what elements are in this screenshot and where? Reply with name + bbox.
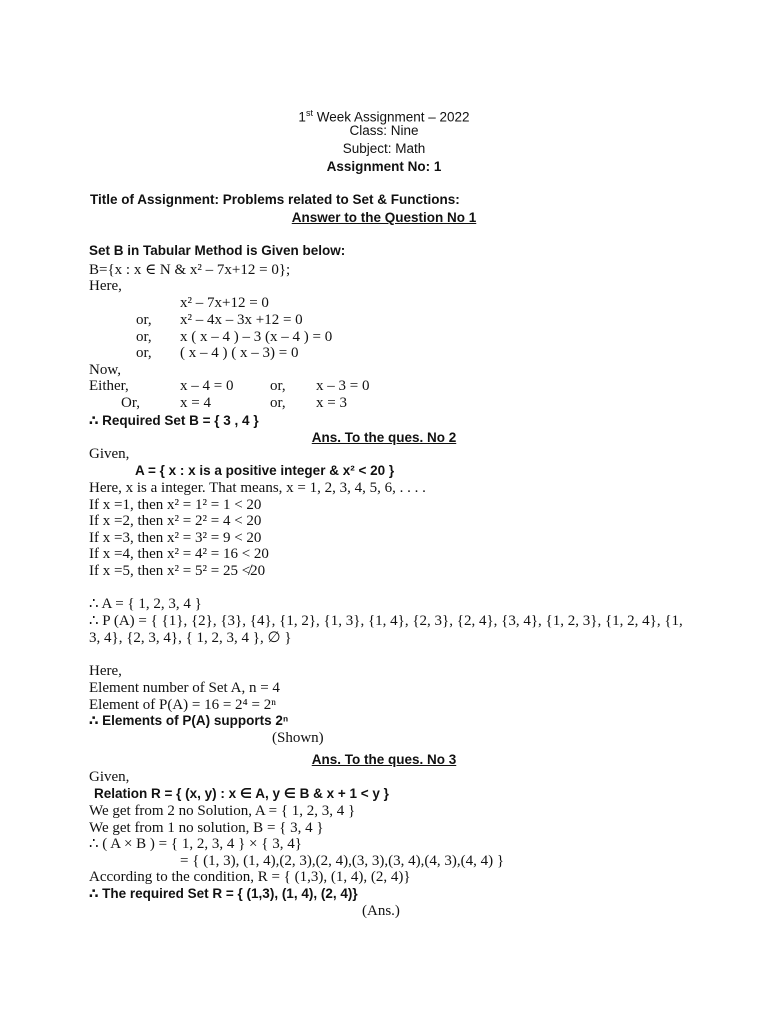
q3-from-1: We get from 1 no solution, B = { 3, 4 }: [89, 820, 324, 836]
q2-check-row: If x =5, then x² = 5² = 25 ≮20: [89, 563, 266, 579]
q1-or: or,: [136, 329, 152, 345]
assignment-title: Title of Assignment: Problems related to Set & Functions:: [90, 192, 460, 207]
q1-result-b: x = 3: [316, 395, 347, 411]
q1-or: or,: [136, 345, 152, 361]
q1-step-row: [89, 312, 709, 329]
q1-or: or,: [270, 395, 286, 411]
q3-ans: (Ans.): [362, 903, 400, 919]
q1-or: Or,: [121, 395, 140, 411]
subject-line: Subject: Math: [342, 141, 426, 156]
q1-step-row: [89, 329, 709, 346]
q2-here: Here,: [89, 663, 122, 679]
q2-set-a: ∴ A = { 1, 2, 3, 4 }: [89, 596, 202, 612]
q2-here-line: Here, x is a integer. That means, x = 1, 2, 3, 4, 5, 6, . . . .: [89, 480, 426, 496]
class-line: Class: Nine: [349, 123, 419, 138]
q1-either: Either,: [89, 378, 129, 394]
q1-either-row: [89, 378, 709, 395]
q1-step-2: x² – 4x – 3x +12 = 0: [180, 312, 303, 328]
q1-heading: Answer to the Question No 1: [291, 210, 477, 225]
q1-or: or,: [136, 312, 152, 328]
q1-or: or,: [270, 378, 286, 394]
q2-shown: (Shown): [272, 730, 324, 746]
q2-power-set: ∴ P (A) = { {1}, {2}, {3}, {4}, {1, 2}, {1, 3}, {1, 4}, {2, 3}, {2, 4}, {3, 4}, {1, 2, 3}, {1, 2, 4}, {1, 3, 4}, {2, 3, 4}, { 1, 2, 3, 4 }, ∅ }: [89, 613, 683, 646]
q1-step-4: ( x – 4 ) ( x – 3) = 0: [180, 345, 299, 361]
q1-here: Here,: [89, 278, 122, 294]
q3-cross-product: ∴ ( A × B ) = { 1, 2, 3, 4 } × { 3, 4}: [89, 836, 302, 852]
q3-condition: According to the condition, R = { (1,3), (1, 4), (2, 4)}: [89, 869, 411, 885]
q2-check-row: If x =3, then x² = 3² = 9 < 20: [89, 530, 262, 546]
q1-step-row: [89, 345, 709, 362]
q1-intro: Set B in Tabular Method is Given below:: [89, 243, 346, 258]
q1-result-a: x = 4: [180, 395, 211, 411]
q3-relation: Relation R = { (x, y) : x ∈ A, y ∈ B & x + 1 < y }: [94, 786, 389, 801]
q2-check-row: If x =2, then x² = 2² = 4 < 20: [89, 513, 262, 529]
q1-equation-b: x – 3 = 0: [316, 378, 370, 394]
q3-given: Given,: [89, 769, 130, 785]
assignment-number: Assignment No: 1: [326, 159, 442, 174]
q2-element-number: Element number of Set A, n = 4: [89, 680, 280, 696]
q2-supports: ∴ Elements of P(A) supports 2ⁿ: [89, 713, 289, 728]
q2-check-row: If x =4, then x² = 4² = 16 < 20: [89, 546, 269, 562]
q1-set-definition: B={x : x ∈ N & x² – 7x+12 = 0};: [89, 262, 291, 278]
week-title: 1st Week Assignment – 2022: [298, 108, 470, 125]
q3-required-set: ∴ The required Set R = { (1,3), (1, 4), (2, 4)}: [89, 886, 358, 901]
q3-cross-product-expanded: = { (1, 3), (1, 4),(2, 3),(2, 4),(3, 3),(3, 4),(4, 3),(4, 4) }: [180, 853, 505, 869]
q1-result-row: [89, 395, 709, 412]
q1-step-1: x² – 7x+12 = 0: [180, 295, 269, 311]
q3-heading: Ans. To the ques. No 3: [311, 752, 457, 767]
q1-conclusion: ∴ Required Set B = { 3 , 4 }: [89, 413, 259, 428]
q1-equation-a: x – 4 = 0: [180, 378, 234, 394]
q2-heading: Ans. To the ques. No 2: [311, 430, 457, 445]
q1-step-row: [89, 295, 709, 312]
q1-now: Now,: [89, 362, 121, 378]
q3-from-2: We get from 2 no Solution, A = { 1, 2, 3, 4 }: [89, 803, 356, 819]
week-title-superscript: st: [305, 108, 313, 118]
q2-check-row: If x =1, then x² = 1² = 1 < 20: [89, 497, 262, 513]
q2-element-pa: Element of P(A) = 16 = 2⁴ = 2ⁿ: [89, 697, 276, 713]
assignment-header: [0, 104, 768, 176]
q2-given: Given,: [89, 446, 130, 462]
q1-step-3: x ( x – 4 ) – 3 (x – 4 ) = 0: [180, 329, 333, 345]
q2-set-definition: A = { x : x is a positive integer & x² < 20 }: [135, 463, 395, 478]
